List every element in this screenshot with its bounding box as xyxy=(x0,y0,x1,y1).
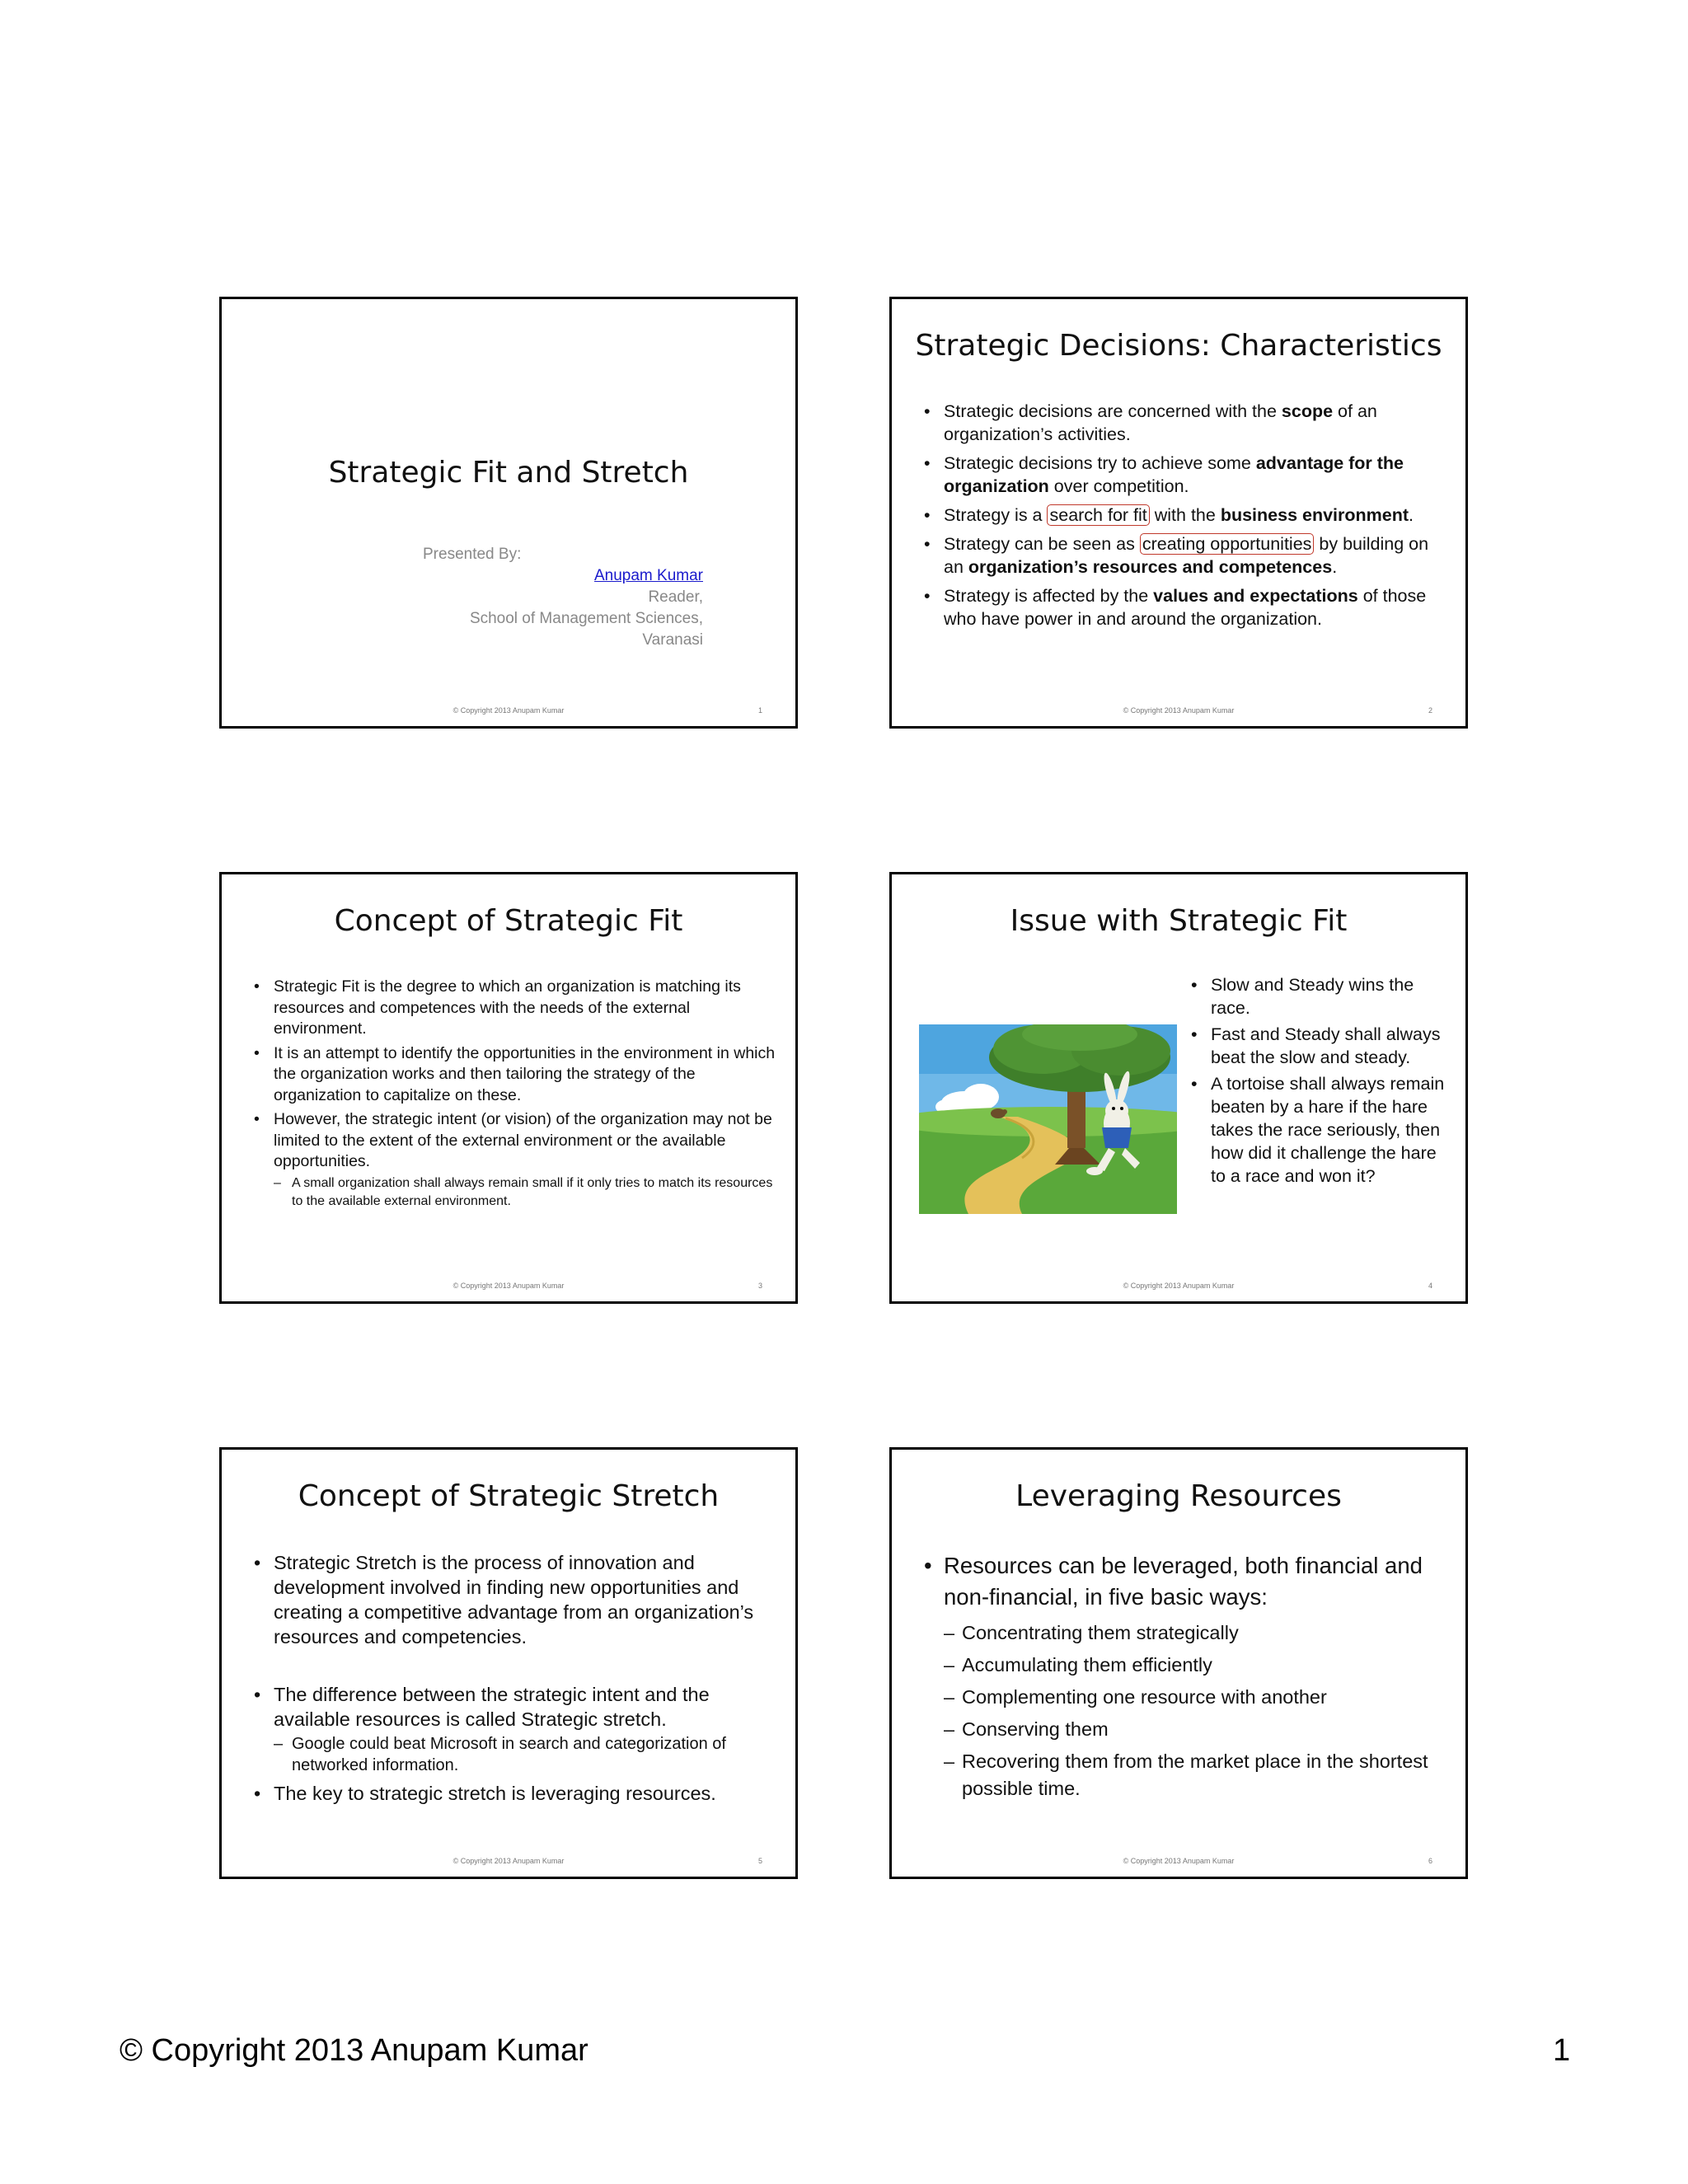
slide-title: Leveraging Resources xyxy=(1015,1479,1342,1513)
sub-list xyxy=(274,1733,780,1776)
slide-6 xyxy=(889,1447,1468,1879)
page-copyright: © Copyright 2013 Anupam Kumar xyxy=(120,2033,588,2068)
highlight-box: creating opportunities xyxy=(1140,533,1315,555)
bullet-item: • However, the strategic intent (or vision) of the organization may not be limited to the extent of the external environment or the available opportunities. – A small organization shall always remain small if it only tries to match its resources to the available external environment. xyxy=(252,1109,780,1211)
sub-bullet-item: – A small organization shall always remain small if it only tries to match its resources to the available external environment. xyxy=(274,1174,780,1211)
presenter-city: Varanasi xyxy=(642,631,703,649)
presenter-role: Reader, xyxy=(648,588,703,606)
bullet-item: • Strategic Fit is the degree to which an organization is matching its resources and competences with the needs of the external environment. xyxy=(252,977,780,1040)
slide-copyright: © Copyright 2013 Anupam Kumar xyxy=(452,1857,565,1865)
slide-4 xyxy=(889,872,1468,1304)
sub-list xyxy=(944,1619,1450,1802)
bullet-item: • Strategic Stretch is the process of innovation and development involved in finding new opportunities and creating a competitive advantage from an organization’s resources and competencies. xyxy=(252,1550,780,1649)
slide-2 xyxy=(889,297,1468,729)
page-number: 1 xyxy=(1553,2033,1571,2068)
slide-number: 1 xyxy=(757,706,762,715)
presented-by-label: Presented By: xyxy=(423,546,522,563)
bullet-list xyxy=(922,1550,1450,1807)
slide-copyright: © Copyright 2013 Anupam Kumar xyxy=(1123,706,1235,715)
sub-bullet-item: – Google could beat Microsoft in search and categorization of networked information. xyxy=(274,1733,780,1776)
sub-bullet-item: – Recovering them from the market place in the shortest possible time. xyxy=(944,1748,1450,1802)
sub-bullet-item: – Complementing one resource with another xyxy=(944,1684,1450,1711)
slide-title: Concept of Strategic Fit xyxy=(334,904,683,938)
slide-1 xyxy=(219,297,798,729)
slide-copyright: © Copyright 2013 Anupam Kumar xyxy=(452,706,565,715)
slide-3 xyxy=(219,872,798,1304)
bullet-item: • Strategy is a search for fit with the business environment. xyxy=(922,504,1450,527)
sub-bullet-item: – Accumulating them efficiently xyxy=(944,1652,1450,1679)
slide-5 xyxy=(219,1447,798,1879)
slide-copyright: © Copyright 2013 Anupam Kumar xyxy=(1123,1282,1235,1290)
slide-copyright: © Copyright 2013 Anupam Kumar xyxy=(452,1282,565,1290)
bullet-item: • Strategy is affected by the values and expectations of those who have power in and around the organization. xyxy=(922,584,1450,630)
bullet-list xyxy=(1189,973,1453,1191)
sub-list xyxy=(274,1174,780,1211)
slide-title: Concept of Strategic Stretch xyxy=(298,1479,720,1513)
slide-title: Strategic Decisions: Characteristics xyxy=(915,329,1442,363)
slide-number: 5 xyxy=(757,1857,762,1865)
slide-number: 6 xyxy=(1428,1857,1432,1865)
slide-number: 4 xyxy=(1428,1282,1432,1290)
sub-bullet-item: – Concentrating them strategically xyxy=(944,1619,1450,1647)
slide-number: 2 xyxy=(1428,706,1432,715)
bullet-item: • A tortoise shall always remain beaten by a hare if the hare takes the race seriously, then how did it challenge the hare to a race and won it? xyxy=(1189,1072,1453,1188)
bullet-list xyxy=(252,977,780,1214)
bullet-item: • Strategy can be seen as creating opportunities by building on an organization’s resources and competences. xyxy=(922,532,1450,579)
bullet-list xyxy=(922,400,1450,636)
sub-bullet-item: – Conserving them xyxy=(944,1716,1450,1743)
bullet-item: • Slow and Steady wins the race. xyxy=(1189,973,1453,1019)
presenter-school: School of Management Sciences, xyxy=(469,610,703,627)
highlight-box: search for fit xyxy=(1047,504,1149,526)
slide-title: Strategic Fit and Stretch xyxy=(328,456,689,490)
bullet-list xyxy=(252,1550,780,1811)
slide-copyright: © Copyright 2013 Anupam Kumar xyxy=(1123,1857,1235,1865)
slide-number: 3 xyxy=(757,1282,762,1290)
bullet-item: • Resources can be leveraged, both financial and non-financial, in five basic ways: – Concentrating them strategically – Accumulating them efficiently – Complementing one resource with another – Conserving them – Recovering them from the market place in the shortest possible time. xyxy=(922,1550,1450,1802)
slide-title: Issue with Strategic Fit xyxy=(1010,904,1348,938)
bullet-item: • The key to strategic stretch is leveraging resources. xyxy=(252,1781,780,1806)
bullet-item: • Fast and Steady shall always beat the slow and steady. xyxy=(1189,1023,1453,1069)
bullet-item: • It is an attempt to identify the opportunities in the environment in which the organization works and then tailoring the strategy of the organization to capitalize on these. xyxy=(252,1043,780,1107)
bullet-item: • The difference between the strategic intent and the available resources is called Strategic stretch. – Google could beat Microsoft in search and categorization of networked information. xyxy=(252,1682,780,1776)
bullet-item: • Strategic decisions are concerned with the scope of an organization’s activities. xyxy=(922,400,1450,446)
bullet-item: • Strategic decisions try to achieve some advantage for the organization over competition. xyxy=(922,452,1450,498)
presenter-info xyxy=(423,544,703,651)
tortoise-hare-illustration xyxy=(919,1024,1177,1214)
presenter-name-link[interactable]: Anupam Kumar xyxy=(593,567,703,584)
